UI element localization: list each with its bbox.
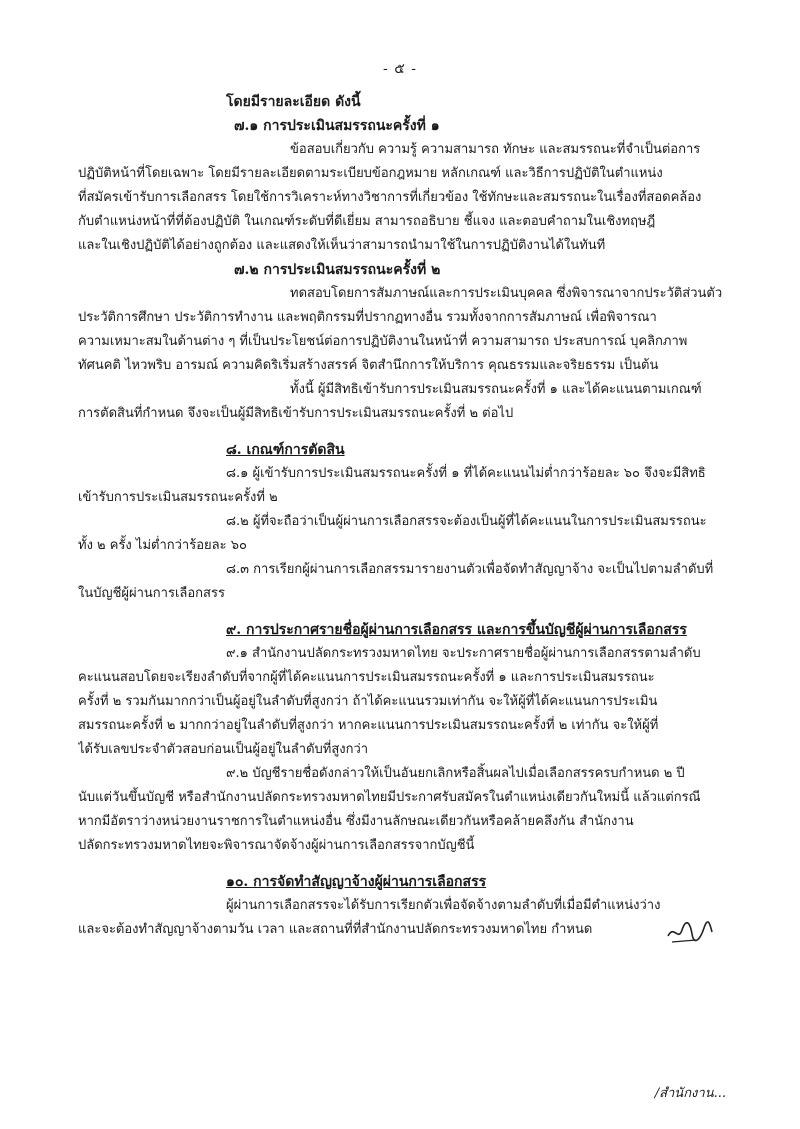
paragraph-line: กับตำแหน่งหน้าที่ที่ต้องปฏิบัติ ในเกณฑ์ระดับที่ดีเยี่ยม สามารถอธิบาย ชี้แจง และตอบคำถามในเชิงทฤษฎี	[78, 214, 656, 229]
paragraph-line: ผู้ผ่านการเลือกสรรจะได้รับการเรียกตัวเพื่อจัดจ้างตามลำดับที่เมื่อมีตำแหน่งว่าง	[226, 898, 661, 913]
section-7-2-heading: ๗.๒ การประเมินสมรรถนะครั้งที่ ๒	[234, 262, 441, 278]
paragraph-line: สมรรถนะครั้งที่ ๒ มากกว่าอยู่ในลำดับที่สูงกว่า หากคะแนนการประเมินสมรรถนะครั้งที่ ๒ เท่ากัน จะให้ผู้ที่	[78, 718, 659, 733]
paragraph-line: นับแต่วันขึ้นบัญชี หรือสำนักงานปลัดกระทรวงมหาดไทยมีประกาศรับสมัครในตำแหน่งเดียวกันใหม่นี้ แล้วแต่กรณี	[78, 790, 701, 805]
paragraph-line: การตัดสินที่กำหนด จึงจะเป็นผู้มีสิทธิเข้ารับการประเมินสมรรถนะครั้งที่ ๒ ต่อไป	[78, 406, 514, 421]
paragraph-line: ๘.๒ ผู้ที่จะถือว่าเป็นผู้ผ่านการเลือกสรรจะต้องเป็นผู้ที่ได้คะแนนในการประเมินสมรรถนะ	[226, 514, 707, 529]
paragraph-line: ปฏิบัติหน้าที่โดยเฉพาะ โดยมีรายละเอียดตามระเบียบข้อกฎหมาย หลักเกณฑ์ และวิธีการปฏิบัติในตำแหน่ง	[78, 166, 663, 181]
paragraph-line: หากมีอัตราว่างหน่วยงานราชการในตำแหน่งอื่น ซึ่งมีงานลักษณะเดียวกันหรือคล้ายคลึงกัน สำนักงาน	[78, 814, 634, 829]
paragraph-line: ที่สมัครเข้ารับการเลือกสรร โดยใช้การวิเคราะห์ทางวิชาการที่เกี่ยวข้อง ใช้ทักษะและสมรรถนะในเรื่องที่สอดคล้อง	[78, 190, 702, 205]
paragraph-line: ๘.๓ การเรียกผู้ผ่านการเลือกสรรมารายงานตัวเพื่อจัดทำสัญญาจ้าง จะเป็นไปตามลำดับที่	[226, 562, 714, 577]
continuation-footer: /สำนักงาน...	[654, 1086, 726, 1101]
paragraph-line: ประวัติการศึกษา ประวัติการทำงาน และพฤติกรรมที่ปรากฏทางอื่น รวมทั้งจากการสัมภาษณ์ เพื่อพิจารณา	[78, 310, 657, 325]
section-8-heading: ๘. เกณฑ์การตัดสิน	[226, 442, 345, 458]
paragraph-line: ได้รับเลขประจำตัวสอบก่อนเป็นผู้อยู่ในลำดับที่สูงกว่า	[78, 742, 369, 757]
paragraph-line: ๘.๑ ผู้เข้ารับการประเมินสมรรถนะครั้งที่ ๑ ที่ได้คะแนนไม่ต่ำกว่าร้อยละ ๖๐ จึงจะมีสิทธิ	[226, 466, 706, 481]
paragraph-line: ทดสอบโดยการสัมภาษณ์และการประเมินบุคคล ซึ่งพิจารณาจากประวัติส่วนตัว	[290, 286, 723, 301]
paragraph-line: ทั้ง ๒ ครั้ง ไม่ต่ำกว่าร้อยละ ๖๐	[78, 538, 247, 553]
paragraph-line: ๙.๒ บัญชีรายชื่อดังกล่าวให้เป็นอันยกเลิกหรือสิ้นผลไปเมื่อเลือกสรรครบกำหนด ๒ ปี	[226, 766, 685, 781]
page-number: - ๕ -	[383, 61, 417, 77]
paragraph-line: ทั้งนี้ ผู้มีสิทธิเข้ารับการประเมินสมรรถนะครั้งที่ ๑ และได้คะแนนตามเกณฑ์	[290, 382, 702, 397]
intro-heading: โดยมีรายละเอียด ดังนี้	[226, 94, 361, 110]
paragraph-line: ในบัญชีผู้ผ่านการเลือกสรร	[78, 586, 225, 601]
paragraph-line: ข้อสอบเกี่ยวกับ ความรู้ ความสามารถ ทักษะ และสมรรถนะที่จำเป็นต่อการ	[290, 142, 701, 157]
section-7-1-heading: ๗.๑ การประเมินสมรรถนะครั้งที่ ๑	[234, 118, 440, 134]
paragraph-line: ทัศนคติ ไหวพริบ อารมณ์ ความคิดริเริ่มสร้างสรรค์ จิตสำนึกการให้บริการ คุณธรรมและจริยธรรม เป็นต้น	[78, 358, 659, 373]
section-10-heading: ๑๐. การจัดทำสัญญาจ้างผู้ผ่านการเลือกสรร	[226, 874, 487, 890]
paragraph-line: เข้ารับการประเมินสมรรถนะครั้งที่ ๒	[78, 490, 278, 505]
paragraph-line: คะแนนสอบโดยจะเรียงลำดับที่จากผู้ที่ได้คะแนนการประเมินสมรรถนะครั้งที่ ๑ และการประเมินสมรรถนะ	[78, 670, 655, 685]
section-9-heading: ๙. การประกาศรายชื่อผู้ผ่านการเลือกสรร และการขึ้นบัญชีผู้ผ่านการเลือกสรร	[226, 622, 687, 638]
paragraph-line: และในเชิงปฏิบัติได้อย่างถูกต้อง และแสดงให้เห็นว่าสามารถนำมาใช้ในการปฏิบัติงานได้ในทันที	[78, 238, 606, 253]
paragraph-line: และจะต้องทำสัญญาจ้างตามวัน เวลา และสถานที่ที่สำนักงานปลัดกระทรวงมหาดไทย กำหนด	[78, 922, 593, 937]
paragraph-line: ครั้งที่ ๒ รวมกันมากกว่าเป็นผู้อยู่ในลำดับที่สูงกว่า ถ้าได้คะแนนรวมเท่ากัน จะให้ผู้ที่ได้คะแนนการประเมิน	[78, 694, 658, 709]
paragraph-line: ความเหมาะสมในด้านต่าง ๆ ที่เป็นประโยชน์ต่อการปฏิบัติงานในหน้าที่ ความสามารถ ประสบการณ์ บุคลิกภาพ	[78, 334, 688, 349]
handwritten-signature	[666, 914, 714, 946]
document-body	[78, 90, 730, 942]
paragraph-line: ๙.๑ สำนักงานปลัดกระทรวงมหาดไทย จะประกาศรายชื่อผู้ผ่านการเลือกสรรตามลำดับ	[226, 646, 701, 661]
paragraph-line: ปลัดกระทรวงมหาดไทยจะพิจารณาจัดจ้างผู้ผ่านการเลือกสรรจากบัญชีนี้	[78, 838, 475, 853]
